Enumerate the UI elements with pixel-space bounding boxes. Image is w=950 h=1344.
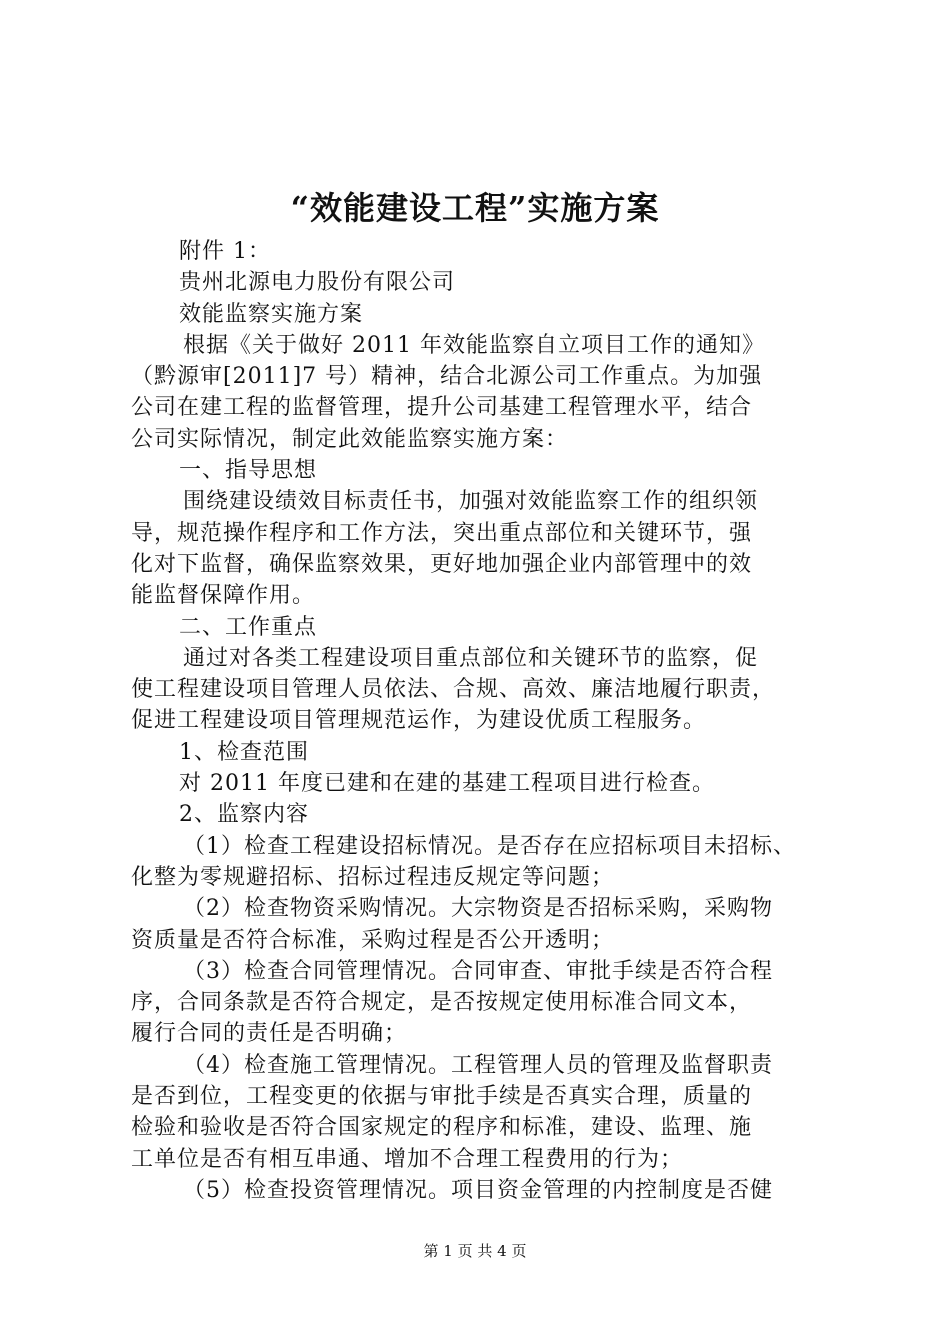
text-line: 是否到位，工程变更的依据与审批手续是否真实合理，质量的 [131, 1084, 753, 1110]
section-heading: 二、工作重点 [179, 614, 318, 640]
text-line: （5）检查投资管理情况。项目资金管理的内控制度是否健 [183, 1177, 773, 1203]
text-line: 根据《关于做好 2011 年效能监察自立项目工作的通知》 [183, 332, 765, 358]
text-line: 公司实际情况，制定此效能监察实施方案： [131, 426, 569, 452]
document-title: “效能建设工程”实施方案 [290, 189, 660, 227]
text-line: （4）检查施工管理情况。工程管理人员的管理及监督职责 [183, 1052, 773, 1078]
text-line: 化整为零规避招标、招标过程违反规定等问题； [131, 864, 615, 890]
text-line: （1）检查工程建设招标情况。是否存在应招标项目未招标、 [183, 833, 796, 859]
text-line: 贵州北源电力股份有限公司 [179, 270, 456, 296]
text-line: 通过对各类工程建设项目重点部位和关键环节的监察，促 [183, 645, 759, 671]
subsection-heading: 1、检查范围 [179, 739, 309, 765]
text-line: 化对下监督，确保监察效果，更好地加强企业内部管理中的效 [131, 551, 753, 577]
text-line: 履行合同的责任是否明确； [131, 1021, 408, 1047]
page-footer: 第 1 页 共 4 页 [423, 1242, 527, 1260]
text-line: 能监督保障作用。 [131, 583, 316, 609]
text-line: （黔源审[2011]7 号）精神，结合北源公司工作重点。为加强 [131, 364, 763, 390]
text-line: 工单位是否有相互串通、增加不合理工程费用的行为； [131, 1146, 684, 1172]
text-line: 导，规范操作程序和工作方法，突出重点部位和关键环节，强 [131, 520, 753, 546]
text-line: 对 2011 年度已建和在建的基建工程项目进行检查。 [179, 771, 715, 797]
text-line: 使工程建设项目管理人员依法、合规、高效、廉洁地履行职责， [131, 677, 776, 703]
subsection-heading: 2、监察内容 [179, 802, 309, 828]
text-line: （3）检查合同管理情况。合同审查、审批手续是否符合程 [183, 958, 773, 984]
text-line: 效能监察实施方案 [179, 301, 364, 327]
text-line: 序，合同条款是否符合规定，是否按规定使用标准合同文本， [131, 990, 753, 1016]
text-line: 公司在建工程的监督管理，提升公司基建工程管理水平，结合 [131, 395, 753, 421]
text-line: 围绕建设绩效目标责任书，加强对效能监察工作的组织领 [183, 489, 759, 515]
document-body [131, 236, 831, 1206]
text-line: 附件 1： [179, 239, 271, 264]
text-line: 资质量是否符合标准，采购过程是否公开透明； [131, 927, 615, 953]
section-heading: 一、指导思想 [179, 458, 318, 484]
text-line: （2）检查物资采购情况。大宗物资是否招标采购，采购物 [183, 896, 773, 922]
text-line: 检验和验收是否符合国家规定的程序和标准，建设、监理、施 [131, 1115, 753, 1141]
text-line: 促进工程建设项目管理规范运作，为建设优质工程服务。 [131, 708, 707, 734]
